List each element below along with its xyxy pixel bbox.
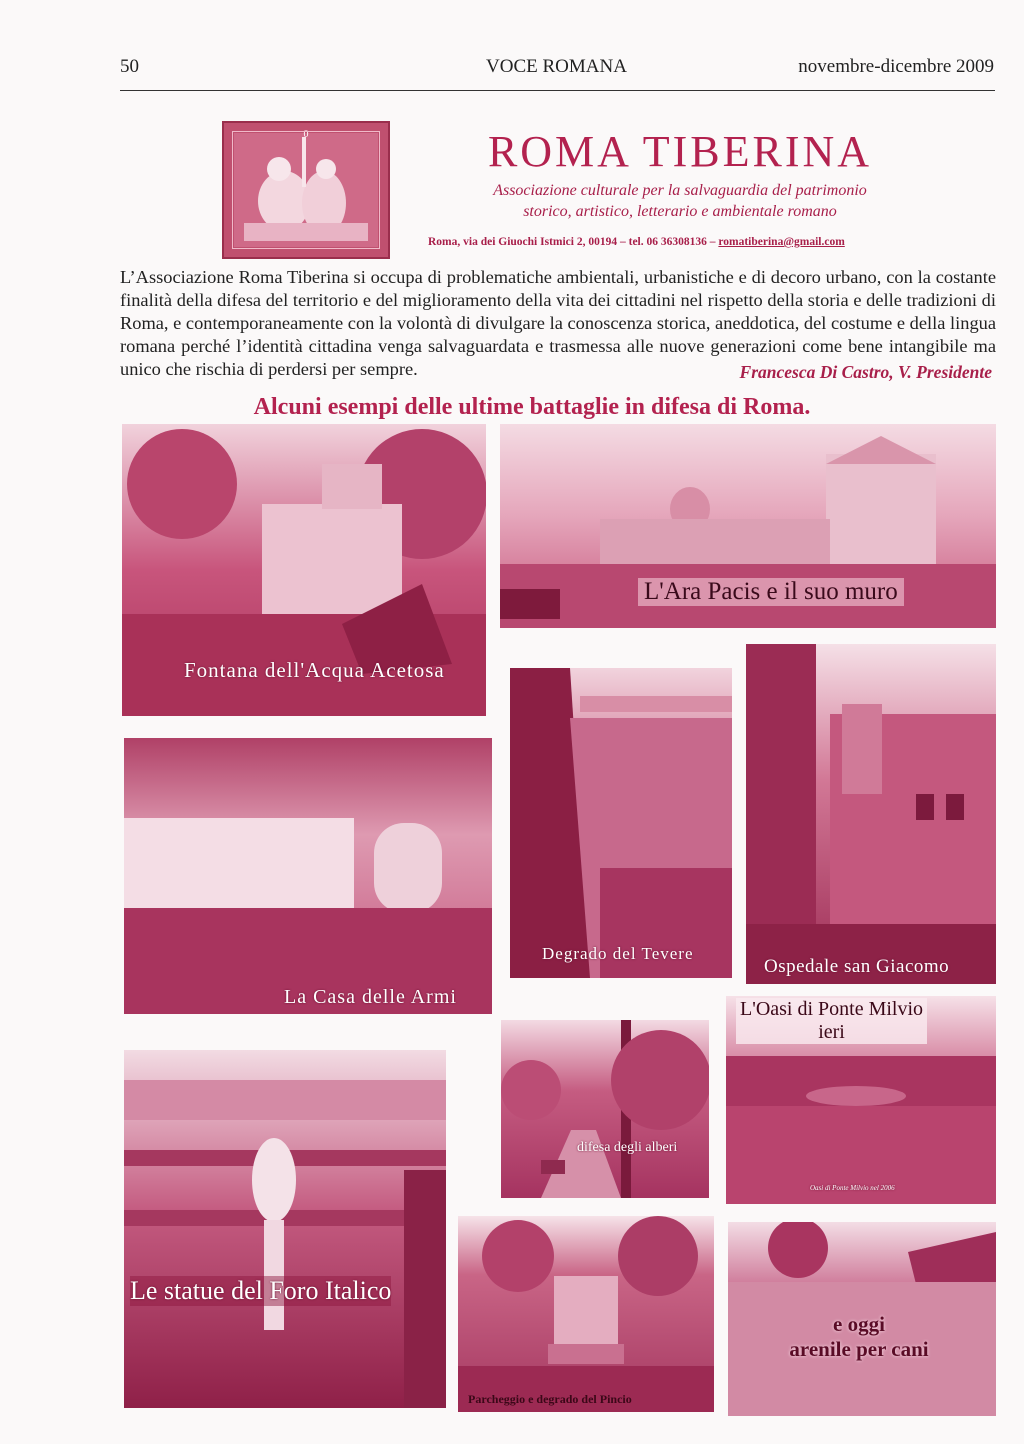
caption-san-giacomo: Ospedale san Giacomo	[764, 956, 950, 977]
caption-casa-armi: La Casa delle Armi	[284, 986, 457, 1008]
photo-casa-armi	[124, 738, 492, 1014]
contact-line	[428, 236, 948, 248]
caption-ponte-milvio-small: Oasi di Ponte Milvio nel 2006	[810, 1184, 895, 1192]
header-rule	[120, 90, 995, 91]
section-headline: Alcuni esempi delle ultime battaglie in difesa di Roma.	[253, 394, 811, 420]
caption-alberi: difesa degli alberi	[577, 1140, 678, 1155]
photo-ponte-milvio-ieri	[726, 996, 996, 1204]
association-logo	[222, 121, 390, 259]
svg-text:0: 0	[303, 129, 309, 140]
caption-ara-pacis: L'Ara Pacis e il suo muro	[638, 578, 904, 606]
photo-alberi	[501, 1020, 709, 1198]
postal-address: Roma, via dei Giuochi Istmici 2, 00194 – tel. 06 36308136 –	[428, 236, 719, 248]
photo-foro-italico	[124, 1050, 446, 1408]
association-tagline: Associazione culturale per la salvaguardia del patrimonio storico, artistico, letterario e ambientale romano	[493, 182, 867, 220]
caption-oggi: e oggi arenile per cani	[789, 1312, 929, 1361]
issue-date: novembre-dicembre 2009	[798, 56, 994, 77]
caption-acqua-acetosa: Fontana dell'Acqua Acetosa	[184, 658, 445, 682]
association-title: ROMA TIBERINA	[487, 127, 873, 176]
publication-name: VOCE ROMANA	[486, 56, 627, 77]
caption-tevere: Degrado del Tevere	[542, 944, 694, 963]
photo-tevere	[510, 668, 732, 978]
page-number: 50	[120, 56, 139, 77]
email-link[interactable]: romatiberina@gmail.com	[718, 236, 845, 248]
caption-pincio: Parcheggio e degrado del Pincio	[468, 1392, 632, 1406]
photo-ara-pacis	[500, 424, 996, 628]
photo-san-giacomo	[746, 644, 996, 984]
photo-pincio	[458, 1216, 714, 1412]
photo-ponte-milvio-oggi	[728, 1222, 996, 1416]
caption-ponte-milvio-ieri: L'Oasi di Ponte Milvio ieri	[736, 998, 927, 1044]
article-signature: Francesca Di Castro, V. Presidente	[739, 362, 992, 382]
caption-foro-italico: Le statue del Foro Italico	[130, 1276, 392, 1305]
photo-acqua-acetosa	[122, 424, 486, 716]
article-body: L’Associazione Roma Tiberina si occupa di problematiche ambientali, urbanistiche e di decoro urbano, con la costante finalità della difesa del territorio e del miglioramento della vita dei cittadini nel rispetto della storia e delle tradizioni di Roma, e contemporaneamente con la volontà di divulgare la conoscenza storica, aneddotica, del costume e della lingua romana perché l’identità cittadina venga salvaguardata e trasmessa alle nuove generazioni come bene intangibile ma unico che rischia di perdersi per sempre.	[120, 267, 996, 379]
